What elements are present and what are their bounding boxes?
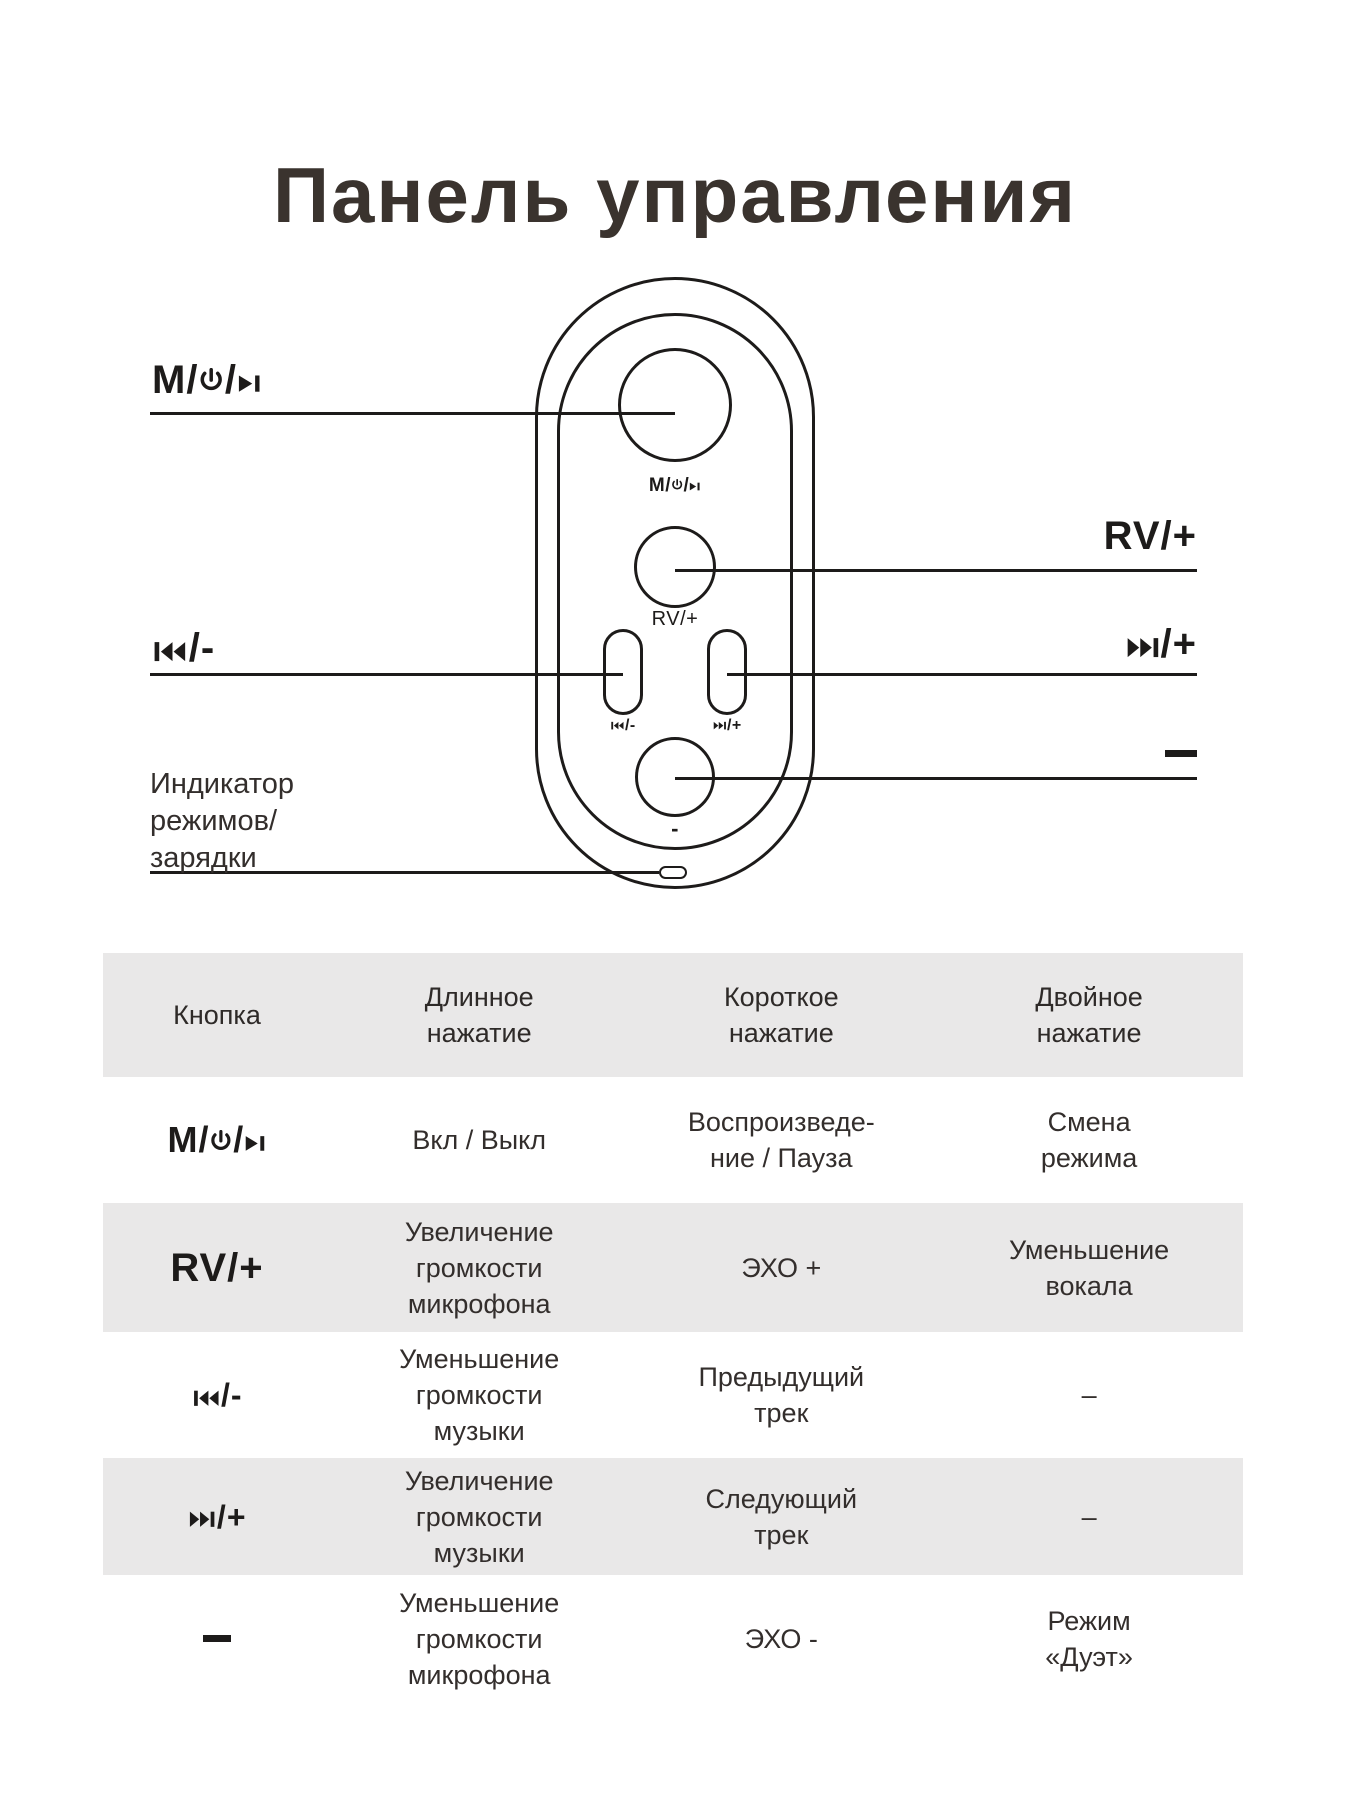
callout-line-next-button [727,673,1197,676]
next-track-icon [1124,636,1161,659]
previous-track-icon [610,721,625,730]
cell-double-press: – [1081,1501,1097,1532]
callout-line-prev-button [150,673,623,676]
play-pause-icon [689,481,701,492]
table-row [103,1458,1243,1575]
row-button-label: /- [103,1332,331,1458]
mode-charge-indicator-led [659,866,687,879]
label-minus-dash [1165,750,1197,757]
cell-double-press: Режим «Дуэт» [1045,1605,1133,1672]
cell-double-press: Уменьшение вокала [1008,1234,1170,1301]
header-long-press: Длинное нажатие [424,982,534,1048]
row-button-label [103,1575,331,1702]
cell-short-press: ЭХО - [744,1623,818,1654]
cell-short-press: Воспроизведе- ние / Пауза [687,1107,875,1173]
device-label-minus: - [671,816,679,841]
device-label-next: /+ [712,717,742,735]
cell-short-press: ЭХО + [741,1252,822,1283]
play-pause-icon [244,1133,266,1154]
cell-short-press: Следующий трек [705,1483,858,1550]
indicator-caption: Индикатор режимов/ зарядки [150,768,295,874]
table-row [103,1077,1243,1203]
label-reverb-volume: RV/+ [1103,514,1197,558]
power-icon [671,479,684,492]
table-row [103,1332,1243,1458]
button-functions-table [103,953,1243,1702]
callout-line-rv-button [675,569,1197,572]
cell-long-press: Уменьшение громкости микрофона [399,1587,560,1690]
previous-track-icon [192,1389,221,1408]
device-label-m: M/ / [649,475,701,497]
previous-track-icon [152,640,189,663]
next-track-button [707,629,747,715]
cell-long-press: Увеличение громкости музыки [404,1465,554,1568]
label-m-power-play: M/ / [152,358,262,403]
device-label-prev: /- [610,717,636,735]
device-label-rv: RV/+ [651,608,699,630]
minus-dash [203,1635,231,1642]
power-icon [209,1130,233,1154]
cell-short-press: Предыдущий трек [698,1362,865,1428]
label-previous-track: /- [152,626,215,671]
cell-long-press: Вкл / Выкл [412,1125,547,1155]
cell-double-press: Смена режима [1040,1107,1138,1173]
reverb-volume-button [634,526,716,608]
cell-double-press: – [1081,1380,1097,1410]
row-button-label: /+ [103,1458,331,1575]
play-pause-icon [237,372,262,395]
label-next-track: /+ [1124,622,1197,667]
cell-long-press: Уменьшение громкости музыки [399,1344,560,1446]
row-button-label: M/ / [103,1077,331,1203]
table-row [103,1575,1243,1702]
header-double-press: Двойное нажатие [1035,982,1143,1048]
page-title: Панель управления [272,151,1078,239]
header-button: Кнопка [173,1000,261,1030]
next-track-icon [187,1510,216,1529]
mode-power-play-button [618,348,732,462]
header-short-press: Короткое нажатие [723,982,839,1048]
callout-line-minus-button [675,777,1197,780]
table-header-row [103,953,1243,1077]
row-button-label: RV/+ [170,1245,264,1290]
cell-long-press: Увеличение громкости микрофона [404,1216,554,1319]
callout-line-m-button [150,412,675,415]
next-track-icon [712,721,727,730]
table-row [103,1203,1243,1332]
previous-track-button [603,629,643,715]
power-icon [198,368,224,394]
